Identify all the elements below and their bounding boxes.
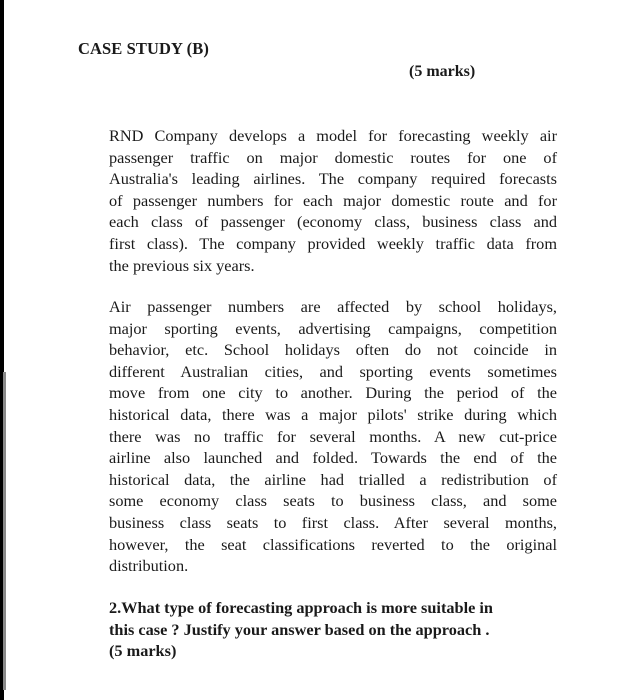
paragraph-line: Australia's leading airlines. The company required forecasts [109,169,557,189]
paragraph-line: distribution. [109,556,189,576]
question-line: 2.What type of forecasting approach is more suitable in [109,598,493,617]
paragraph-line: move from one city to another. During the period of the [109,383,557,403]
question-block [109,597,561,662]
paragraph-line: major sporting events, advertising campaigns, competition [109,318,557,338]
paragraph-line: business class seats to first class. After several months, [109,512,557,532]
paragraph-line: Air passenger numbers are affected by school holidays, [109,297,557,316]
paragraph-line: airline also launched and folded. Towards the end of the [109,448,557,468]
question-marks: (5 marks) [109,641,177,661]
paragraph-line: different Australian cities, and sporting events sometimes [109,361,557,381]
case-paragraph-1 [109,125,557,276]
paragraph-line: of passenger numbers for each major domestic route and for [109,190,557,210]
paragraph-line: historical data, the airline had trialled a redistribution of [109,469,557,489]
paragraph-line: RND Company develops a model for forecasting weekly air [109,126,557,145]
paragraph-line: first class). The company provided weekly traffic data from [109,233,557,253]
paragraph-line: the previous six years. [109,255,255,275]
scrollbar-indicator [3,372,6,690]
question-line: this case ? Justify your answer based on the approach . [109,619,490,639]
case-paragraph-2 [109,296,557,577]
paragraph-line: historical data, there was a major pilots' strike during which [109,404,557,424]
paragraph-line: there was no traffic for several months. A new cut-price [109,426,557,446]
marks-label: (5 marks) [409,63,476,80]
paragraph-line: behavior, etc. School holidays often do not coincide in [109,340,557,360]
paragraph-line: each class of passenger (economy class, business class and [109,212,557,232]
paragraph-line: some economy class seats to business class, and some [109,491,557,511]
paragraph-line: however, the seat classifications reverted to the original [109,534,557,554]
paragraph-line: passenger traffic on major domestic routes for one of [109,147,557,167]
case-study-title: CASE STUDY (B) [78,39,209,58]
